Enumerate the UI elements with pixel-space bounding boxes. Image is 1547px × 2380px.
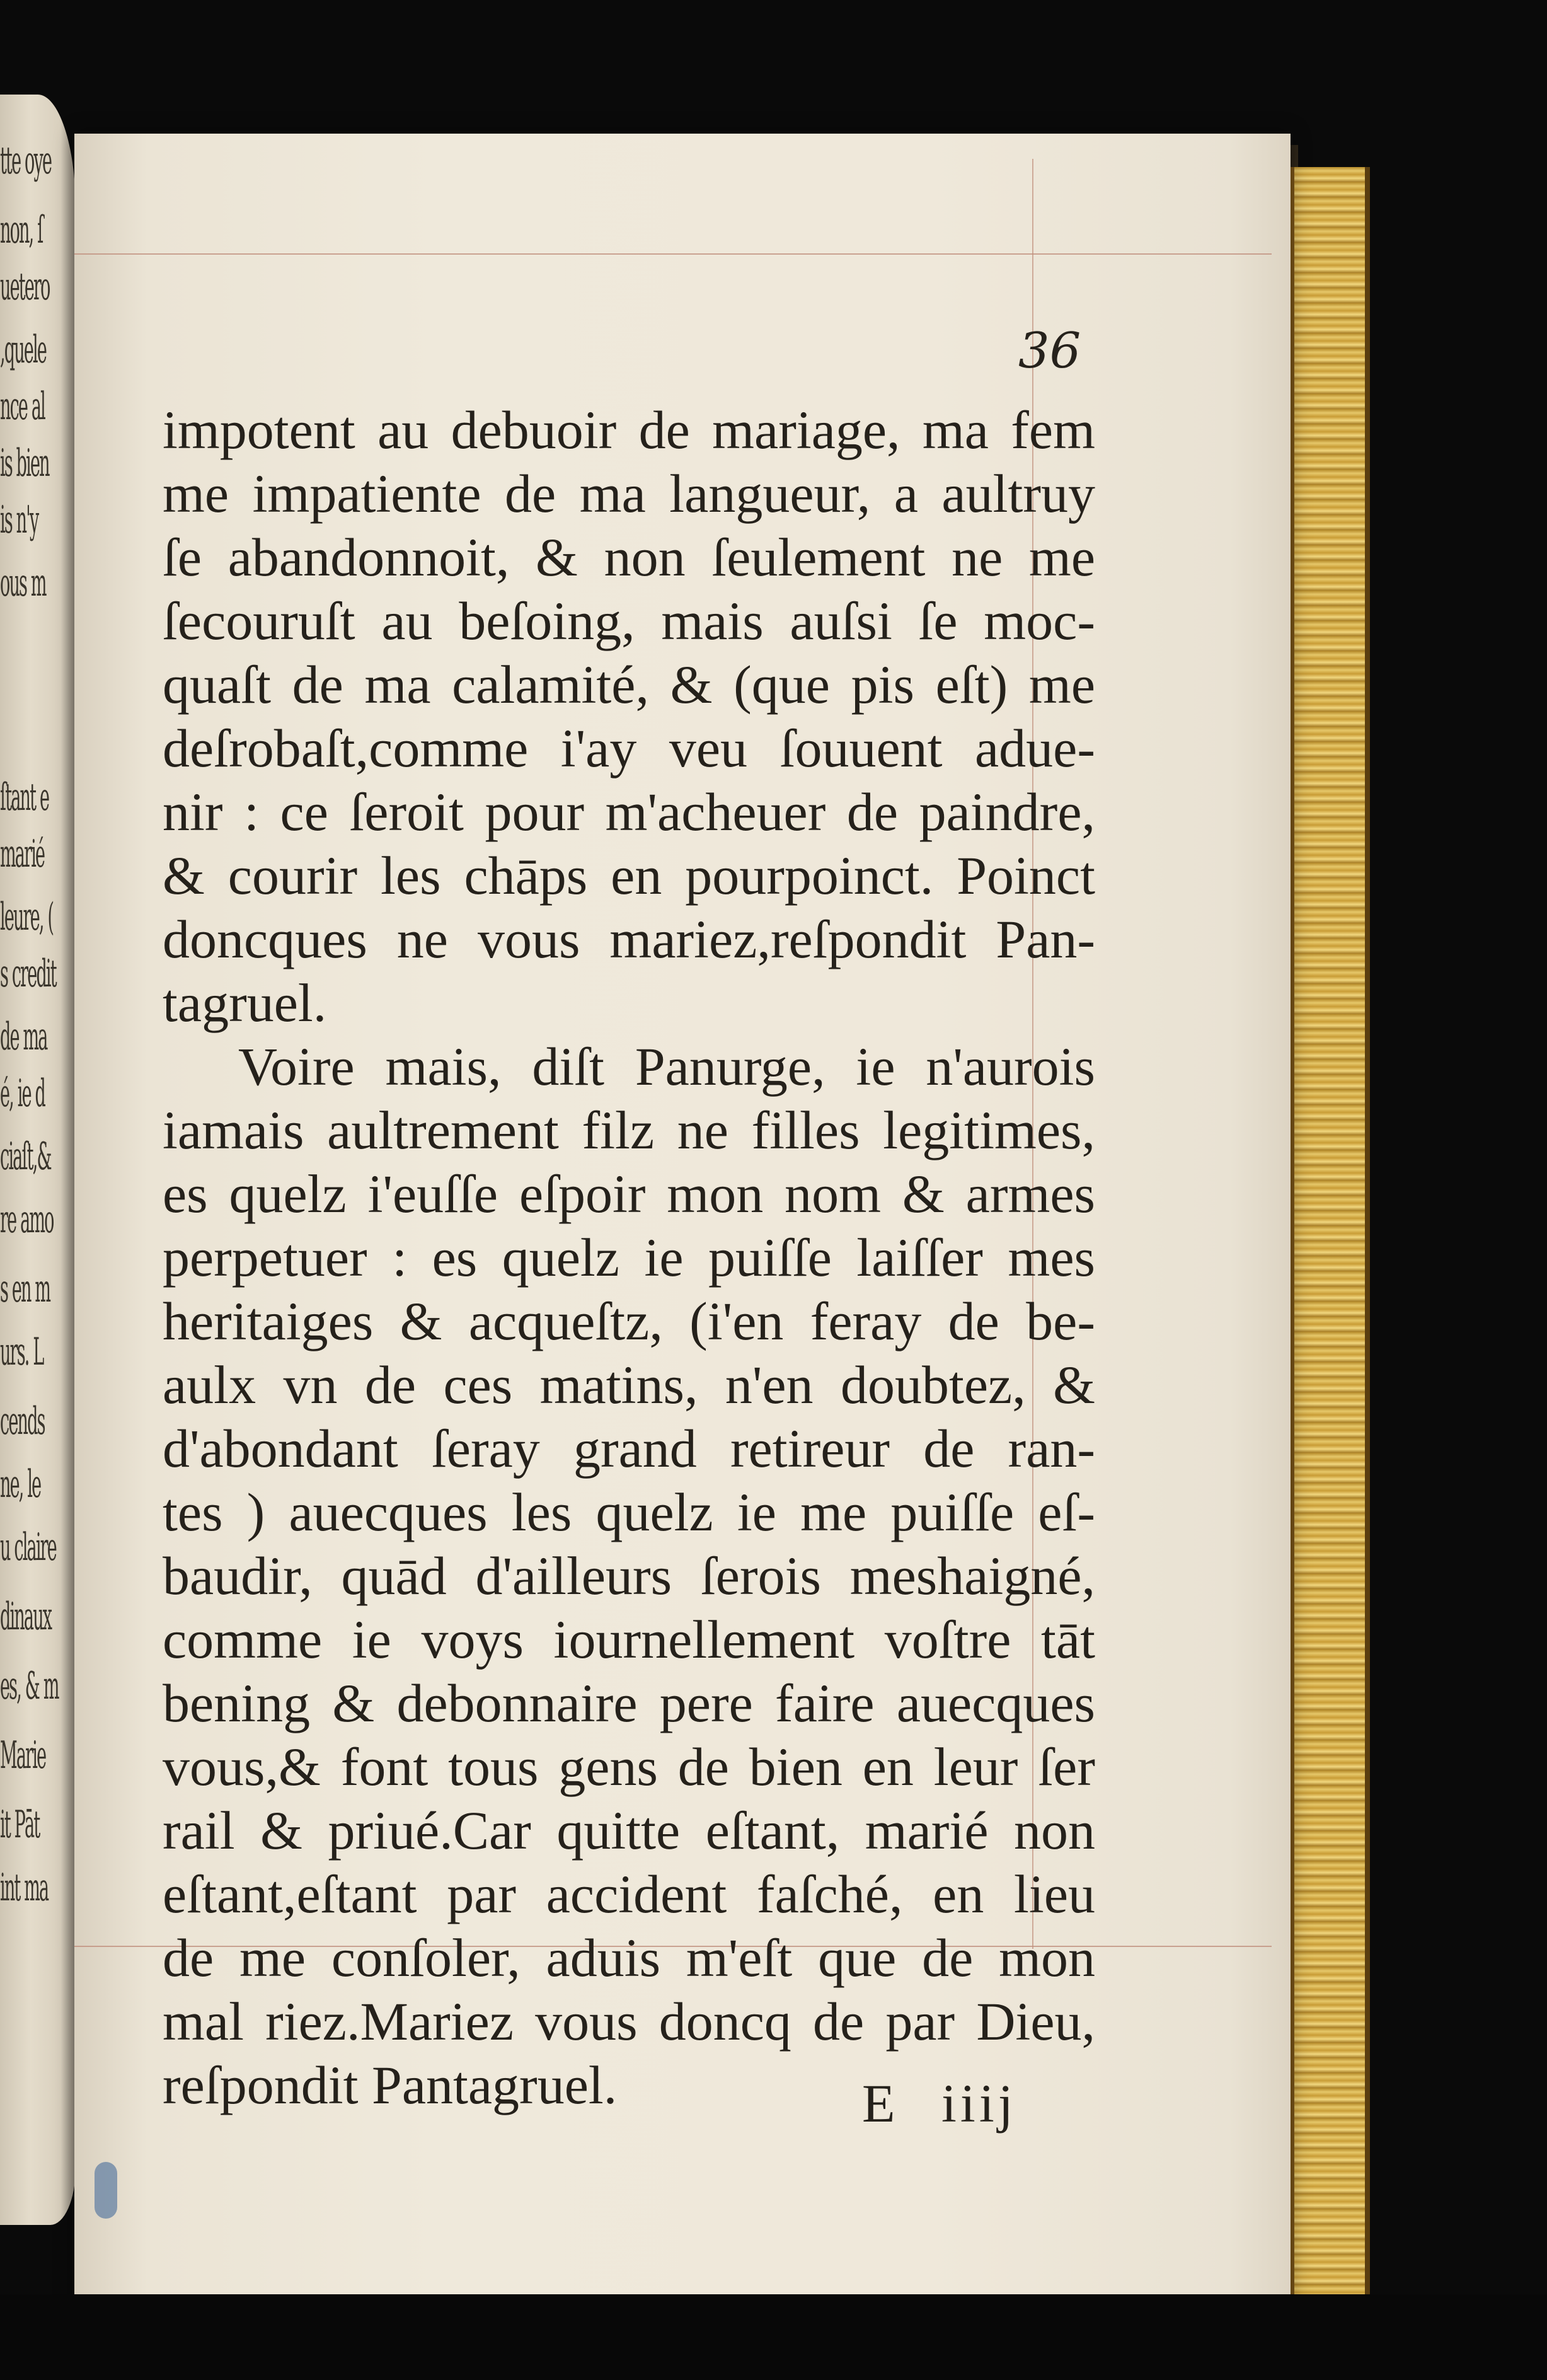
text-line: heritaiges & acqueſtz, (i'en feray de be- <box>163 1291 1095 1351</box>
previous-page-text-fragment: uetero <box>0 265 50 309</box>
page-number: 36 <box>1018 323 1081 379</box>
text-line: mal riez.Mariez vous doncq de par Dieu, <box>163 1991 1095 2052</box>
background-shadow <box>0 2294 1547 2380</box>
text-line: bening & debonnaire pere faire auecques <box>163 1673 1095 1733</box>
text-line: tes ) auecques les quelz ie me puiſſe eſ- <box>163 1482 1095 1542</box>
previous-page-text-fragment: ſtant e <box>0 775 49 819</box>
text-line: comme ie voys iournellement voſtre tāt <box>163 1609 1095 1670</box>
previous-page-edge <box>0 95 76 2225</box>
previous-page-text-fragment: é, ie d <box>0 1072 45 1116</box>
previous-page-text-fragment: ne, le <box>0 1462 41 1506</box>
text-line: Voire mais, diſt Panurge, ie n'aurois <box>238 1036 1095 1097</box>
text-line: ſecouruſt au beſoing, mais auſsi ſe moc- <box>163 591 1095 651</box>
previous-page-text-fragment: marié <box>0 832 45 876</box>
previous-page-text-fragment: int ma <box>0 1866 49 1910</box>
previous-page-text-fragment: is n'y <box>0 498 38 542</box>
previous-page-text-fragment: u claire <box>0 1525 56 1569</box>
text-line: doncques ne vous mariez,reſpondit Pan- <box>163 909 1095 969</box>
previous-page-text-fragment: re amo <box>0 1198 54 1242</box>
text-line: deſrobaſt,comme i'ay veu ſouuent adue- <box>163 718 1095 778</box>
text-line: es quelz i'euſſe eſpoir mon nom & armes <box>163 1164 1095 1224</box>
previous-page-text-fragment: leure, ( <box>0 895 54 939</box>
text-line: & courir les chāps en pourpoinct. Poinct <box>163 845 1095 906</box>
text-line: rail & priué.Car quitte eſtant, marié non <box>163 1800 1095 1861</box>
text-line: iamais aultrement filz ne filles legitimes, <box>163 1100 1095 1160</box>
previous-page-text-fragment: non, ſ <box>0 208 43 252</box>
previous-page-text-fragment: Marie <box>0 1733 46 1777</box>
previous-page-text-fragment: es, & m <box>0 1664 59 1708</box>
previous-page-text-fragment: cends <box>0 1399 45 1443</box>
previous-page-text-fragment: tte oye <box>0 139 52 183</box>
text-line: ſe abandonnoit, & non ſeulement ne me <box>163 527 1095 587</box>
text-line: impotent au debuoir de mariage, ma fem <box>163 400 1095 460</box>
previous-page-text-fragment: is bien <box>0 441 49 485</box>
page-text <box>163 398 1095 2117</box>
text-line: nir : ce ſeroit pour m'acheuer de paindre, <box>163 782 1095 842</box>
previous-page-text-fragment: de ma <box>0 1015 47 1059</box>
previous-page-text-fragment: s credit <box>0 952 56 996</box>
text-line: me impatiente de ma langueur, a aultruy <box>163 463 1095 524</box>
previous-page-text-fragment: ,quele <box>0 328 47 372</box>
text-line: quaſt de ma calamité, & (que pis eſt) me <box>163 654 1095 715</box>
previous-page-text-fragment: urs. L <box>0 1330 43 1374</box>
blue-fabric-fleck <box>95 2162 117 2219</box>
gilded-fore-edge <box>1291 167 1370 2304</box>
text-line: de me conſoler, aduis m'eſt que de mon <box>163 1927 1095 1988</box>
book-page <box>74 134 1291 2314</box>
signature-mark: E iiij <box>862 2073 1017 2134</box>
text-line: d'abondant ſeray grand retireur de ran- <box>163 1418 1095 1479</box>
previous-page-text-fragment: s en m <box>0 1267 50 1311</box>
previous-page-text-fragment: nce al <box>0 384 45 429</box>
text-line: aulx vn de ces matins, n'en doubtez, & <box>163 1355 1095 1415</box>
text-line: reſpondit Pantagruel. <box>163 2055 618 2115</box>
text-line: baudir, quād d'ailleurs ſerois meshaigné, <box>163 1545 1095 1606</box>
text-line: tagruel. <box>163 973 327 1033</box>
previous-page-text-fragment: ous m <box>0 561 46 605</box>
text-line: eſtant,eſtant par accident faſché, en lieu <box>163 1864 1095 1924</box>
ruling-top <box>74 253 1272 255</box>
previous-page-text-fragment: dinaux <box>0 1595 52 1639</box>
previous-page-text-fragment: it Pāt <box>0 1803 40 1847</box>
text-line: vous,& font tous gens de bien en leur ſer <box>163 1736 1095 1797</box>
text-line: perpetuer : es quelz ie puiſſe laiſſer mes <box>163 1227 1095 1288</box>
previous-page-text-fragment: ciaſt,& <box>0 1135 51 1179</box>
